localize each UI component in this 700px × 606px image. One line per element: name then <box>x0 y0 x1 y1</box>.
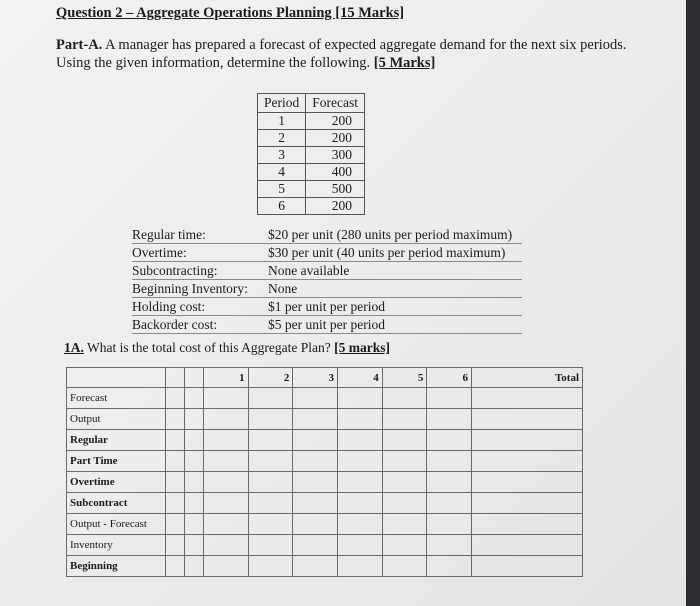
forecast-cell: 500 <box>306 181 365 198</box>
cost-info-label: Subcontracting: <box>132 263 218 278</box>
plan-cell <box>427 430 472 451</box>
forecast-row <box>258 147 365 164</box>
plan-row <box>67 409 583 430</box>
plan-cell <box>338 514 383 535</box>
plan-cell <box>248 409 293 430</box>
plan-cell <box>427 535 472 556</box>
plan-cell <box>293 409 338 430</box>
forecast-cell: 400 <box>306 164 365 181</box>
plan-cell <box>427 514 472 535</box>
plan-cell <box>472 514 583 535</box>
plan-row <box>67 430 583 451</box>
plan-cell <box>166 472 185 493</box>
plan-cell <box>293 430 338 451</box>
plan-cell <box>382 556 427 577</box>
plan-cell <box>293 535 338 556</box>
plan-cell <box>185 388 204 409</box>
plan-cell <box>382 451 427 472</box>
plan-cell <box>382 535 427 556</box>
plan-row-label: Forecast <box>67 388 166 409</box>
screen-edge <box>686 0 700 606</box>
plan-cell <box>204 451 249 472</box>
plan-header-period: 4 <box>338 368 383 388</box>
cost-info-row <box>132 262 522 280</box>
plan-cell <box>472 556 583 577</box>
plan-cell <box>166 556 185 577</box>
cost-info-label: Beginning Inventory: <box>132 281 248 296</box>
plan-row-label: Part Time <box>67 451 166 472</box>
plan-cell <box>204 388 249 409</box>
plan-cell <box>204 409 249 430</box>
part-a-intro <box>56 36 656 72</box>
part-a-label: Part-A. <box>56 37 103 53</box>
period-cell: 5 <box>258 181 306 198</box>
cost-info-row <box>132 316 522 334</box>
cost-info-row <box>132 298 522 316</box>
plan-header-period: 1 <box>204 368 249 388</box>
cost-info-label: Holding cost: <box>132 299 206 314</box>
cost-info-row <box>132 226 522 244</box>
cost-info-value: $1 per unit per period <box>268 299 385 314</box>
period-cell: 1 <box>258 113 306 130</box>
forecast-header-forecast: Forecast <box>306 94 365 113</box>
plan-cell <box>204 472 249 493</box>
forecast-row <box>258 198 365 215</box>
cost-info-value: None available <box>268 263 350 278</box>
plan-cell <box>185 493 204 514</box>
plan-cell <box>382 472 427 493</box>
plan-cell <box>472 472 583 493</box>
plan-cell <box>427 388 472 409</box>
plan-cell <box>166 409 185 430</box>
question-1a <box>64 340 390 356</box>
plan-cell <box>185 451 204 472</box>
plan-cell <box>338 430 383 451</box>
plan-cell <box>427 451 472 472</box>
question-1a-number: 1A. <box>64 340 84 355</box>
cost-info-value: None <box>268 281 298 296</box>
plan-header-period: 2 <box>248 368 293 388</box>
plan-cell <box>338 535 383 556</box>
plan-row-label: Overtime <box>67 472 166 493</box>
period-cell: 2 <box>258 130 306 147</box>
plan-cell <box>382 493 427 514</box>
plan-row <box>67 556 583 577</box>
plan-cell <box>338 451 383 472</box>
plan-cell <box>472 451 583 472</box>
cost-info-value: $20 per unit (280 units per period maximum) <box>268 227 513 242</box>
plan-row <box>67 535 583 556</box>
part-a-text: A manager has prepared a forecast of expected aggregate demand for the next six periods. Using the given information, determine the following. <box>56 37 627 71</box>
plan-cell <box>204 430 249 451</box>
plan-cell <box>382 409 427 430</box>
cost-info-row <box>132 244 522 262</box>
plan-row <box>67 472 583 493</box>
plan-cell <box>166 430 185 451</box>
plan-cell <box>248 535 293 556</box>
plan-cell <box>185 514 204 535</box>
plan-cell <box>427 472 472 493</box>
plan-row <box>67 514 583 535</box>
plan-header-period: 6 <box>427 368 472 388</box>
period-cell: 3 <box>258 147 306 164</box>
forecast-cell: 200 <box>306 198 365 215</box>
forecast-row <box>258 181 365 198</box>
plan-cell <box>166 388 185 409</box>
plan-cell <box>248 556 293 577</box>
plan-cell <box>204 556 249 577</box>
plan-row <box>67 388 583 409</box>
plan-row-label: Output - Forecast <box>67 514 166 535</box>
plan-cell <box>382 514 427 535</box>
plan-header-blank <box>67 368 166 388</box>
aggregate-plan-table <box>66 367 583 577</box>
cost-info-row <box>132 280 522 298</box>
plan-cell <box>166 451 185 472</box>
plan-cell <box>185 556 204 577</box>
plan-cell <box>293 451 338 472</box>
plan-cell <box>382 430 427 451</box>
plan-cell <box>248 472 293 493</box>
plan-cell <box>338 388 383 409</box>
plan-cell <box>293 493 338 514</box>
forecast-cell: 200 <box>306 113 365 130</box>
plan-cell <box>293 472 338 493</box>
cost-info-list <box>132 226 522 334</box>
question-1a-text: What is the total cost of this Aggregate Plan? <box>87 340 331 355</box>
plan-cell <box>338 556 383 577</box>
plan-header-total: Total <box>472 368 583 388</box>
forecast-row <box>258 113 365 130</box>
question-title: Question 2 – Aggregate Operations Planning [15 Marks] <box>56 5 405 21</box>
cost-info-label: Overtime: <box>132 245 187 260</box>
plan-cell <box>338 409 383 430</box>
plan-cell <box>248 388 293 409</box>
plan-cell <box>427 556 472 577</box>
plan-cell <box>185 409 204 430</box>
plan-cell <box>472 409 583 430</box>
plan-row-label: Output <box>67 409 166 430</box>
part-a-marks: [5 Marks] <box>373 55 436 71</box>
forecast-row <box>258 164 365 181</box>
forecast-row <box>258 130 365 147</box>
plan-cell <box>204 535 249 556</box>
plan-cell <box>472 388 583 409</box>
plan-cell <box>472 430 583 451</box>
period-cell: 6 <box>258 198 306 215</box>
plan-cell <box>185 535 204 556</box>
forecast-table <box>257 93 365 215</box>
plan-cell <box>338 493 383 514</box>
period-cell: 4 <box>258 164 306 181</box>
plan-header-period: 3 <box>293 368 338 388</box>
plan-row-label: Regular <box>67 430 166 451</box>
plan-cell <box>166 493 185 514</box>
plan-spacer-cell <box>185 368 204 388</box>
plan-cell <box>166 514 185 535</box>
plan-cell <box>248 430 293 451</box>
forecast-header-period: Period <box>258 94 306 113</box>
plan-cell <box>427 409 472 430</box>
plan-cell <box>185 430 204 451</box>
plan-cell <box>472 535 583 556</box>
plan-cell <box>204 514 249 535</box>
forecast-cell: 300 <box>306 147 365 164</box>
plan-cell <box>248 514 293 535</box>
plan-row <box>67 493 583 514</box>
plan-row-label: Beginning <box>67 556 166 577</box>
plan-cell <box>472 493 583 514</box>
cost-info-label: Regular time: <box>132 227 206 242</box>
plan-cell <box>204 493 249 514</box>
cost-info-value: $30 per unit (40 units per period maximum) <box>268 245 506 260</box>
plan-cell <box>382 388 427 409</box>
plan-cell <box>248 451 293 472</box>
plan-row-label: Inventory <box>67 535 166 556</box>
plan-cell <box>166 535 185 556</box>
plan-cell <box>338 472 383 493</box>
question-1a-marks: [5 marks] <box>334 340 390 355</box>
cost-info-value: $5 per unit per period <box>268 317 385 332</box>
plan-header-row <box>67 368 583 388</box>
plan-header-period: 5 <box>382 368 427 388</box>
plan-row <box>67 451 583 472</box>
plan-cell <box>185 472 204 493</box>
plan-cell <box>248 493 293 514</box>
plan-cell <box>293 514 338 535</box>
forecast-cell: 200 <box>306 130 365 147</box>
cost-info-label: Backorder cost: <box>132 317 218 332</box>
plan-row-label: Subcontract <box>67 493 166 514</box>
plan-cell <box>293 388 338 409</box>
plan-cell <box>293 556 338 577</box>
plan-spacer-cell <box>166 368 185 388</box>
plan-cell <box>427 493 472 514</box>
